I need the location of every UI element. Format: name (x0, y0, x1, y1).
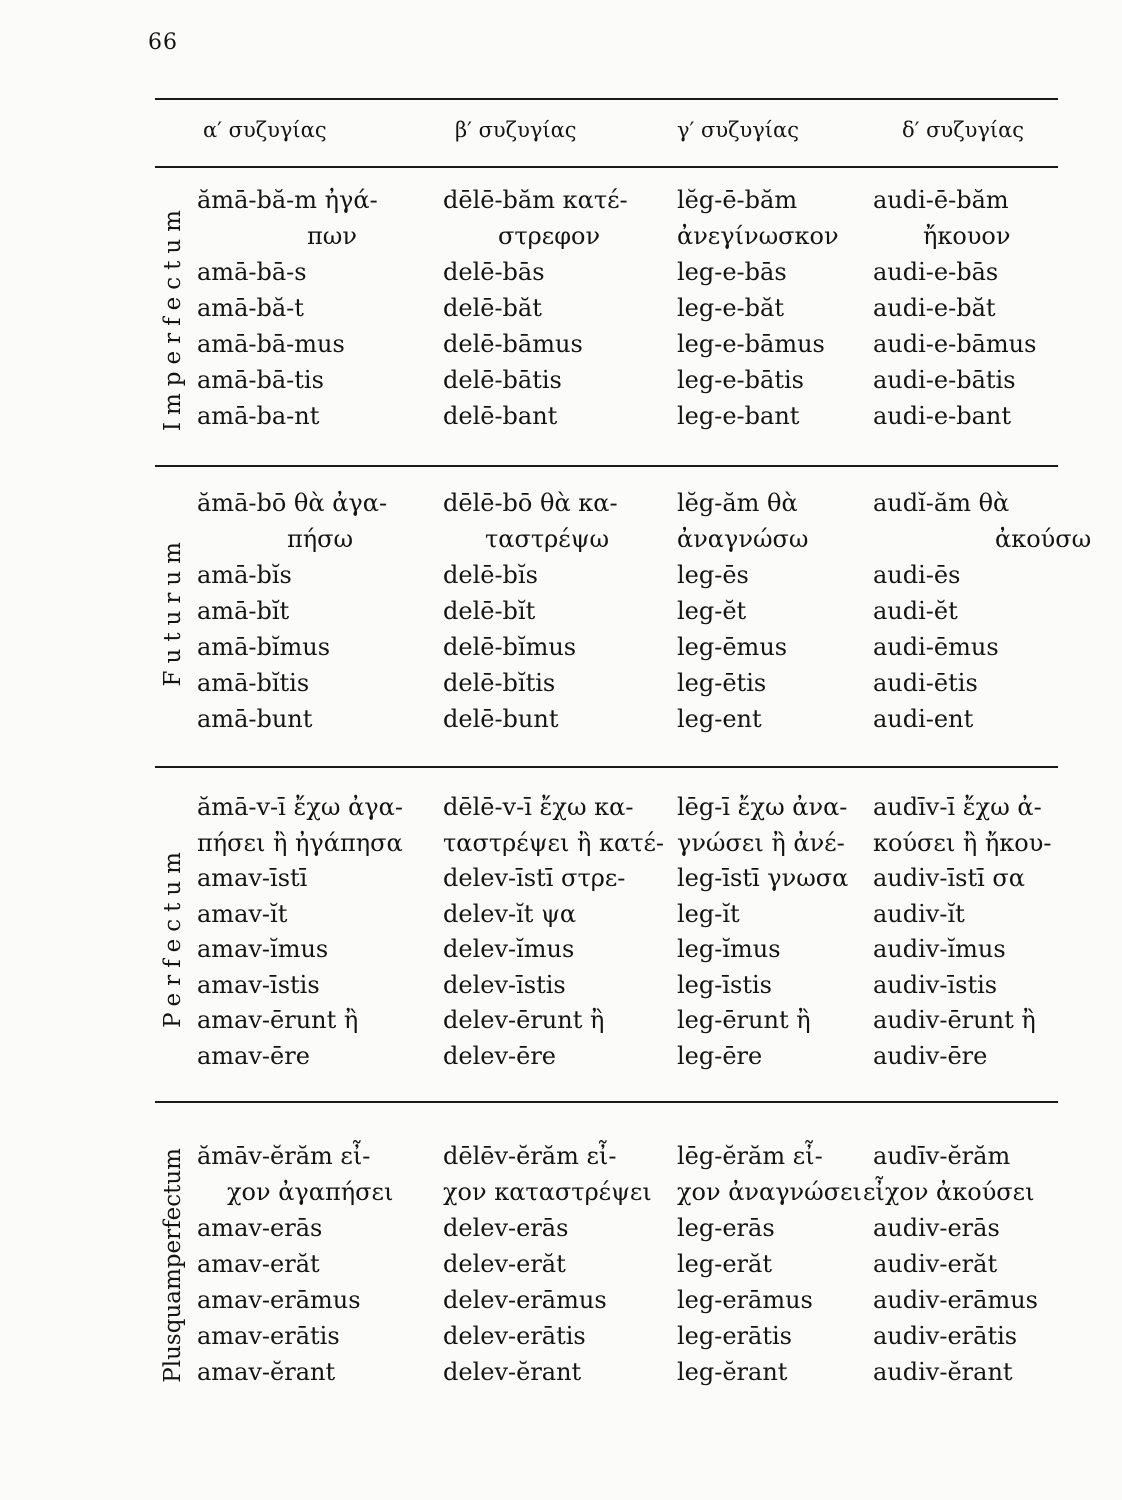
conjugation-cell: lēg-ĕrăm εἶ- (677, 1142, 823, 1170)
conjugation-cell: audi-e-bāmus (873, 330, 1037, 358)
conjugation-cell: dēlē-bō θὰ κα- (443, 489, 618, 517)
conjugation-cell: delē-bunt (443, 705, 559, 733)
conjugation-cell: ămāv-ĕrăm εἶ- (197, 1142, 371, 1170)
conjugation-cell: leg-e-bātis (677, 366, 804, 394)
conjugation-cell: audĭ-ăm θὰ (873, 489, 1010, 517)
conjugation-cell: delē-bātis (443, 366, 562, 394)
conjugation-cell: leg-e-băt (677, 294, 784, 322)
conjugation-cell: delev-īstī στρε- (443, 864, 626, 892)
conjugation-cell: amā-bă-t (197, 294, 304, 322)
conjugation-cell: leg-ent (677, 705, 762, 733)
conjugation-cell: leg-erāmus (677, 1286, 813, 1314)
conjugation-cell: audiv-ērunt ἢ (873, 1006, 1036, 1034)
conjugation-cell: leg-ēs (677, 561, 749, 589)
conjugation-cell: delē-bĭmus (443, 633, 577, 661)
conjugation-cell: ταστρέψει ἢ κατέ- (443, 828, 665, 857)
conjugation-cell: amav-erāmus (197, 1286, 361, 1314)
conjugation-cell: leg-ēre (677, 1041, 763, 1070)
conjugation-cell: audiv-erăt (873, 1250, 998, 1278)
conjugation-cell: amav-erăt (197, 1250, 320, 1278)
conjugation-cell: delē-bāmus (443, 330, 583, 358)
conjugation-cell: delev-erăt (443, 1250, 566, 1278)
section-rule (155, 766, 1058, 768)
conjugation-cell: leg-ērunt ἢ (677, 1006, 811, 1034)
conjugation-cell: audiv-ĭt (873, 899, 965, 928)
conjugation-cell: dēlēv-ĕrăm εἶ- (443, 1142, 617, 1170)
conjugation-cell: delē-bĭs (443, 561, 538, 589)
section-label: Futurum (160, 535, 186, 687)
conjugation-cell: lēg-ī ἔχω ἀνα- (677, 793, 848, 821)
conjugation-cell: leg-ēmus (677, 633, 788, 661)
conjugation-cell: audiv-ĕrant (873, 1358, 1013, 1386)
conjugation-cell: ταστρέψω (485, 525, 610, 553)
conjugation-cell: delev-ēre (443, 1041, 556, 1070)
section-perfectum (155, 791, 1058, 1081)
header-conjugation-2: β′ συζυγίας (455, 118, 577, 142)
conjugation-cell: leg-e-bant (677, 402, 800, 430)
conjugation-cell: dēlē-v-ī ἔχω κα- (443, 793, 634, 821)
conjugation-cell: audi-ēmus (873, 633, 999, 661)
conjugation-cell: audiv-ĭmus (873, 935, 1006, 963)
conjugation-cell: amav-ĭmus (197, 935, 329, 963)
header-conjugation-4: δ′ συζυγίας (902, 118, 1025, 142)
conjugation-cell: amav-erās (197, 1214, 323, 1242)
conjugation-cell: delev-ĭmus (443, 935, 575, 963)
conjugation-cell: leg-īstis (677, 970, 772, 999)
conjugation-cell: εἶχον ἀκούσει (863, 1178, 1035, 1206)
conjugation-cell: κούσει ἢ ἤκου- (873, 828, 1052, 857)
conjugation-cell: amav-ēre (197, 1041, 310, 1070)
conjugation-cell: delev-erās (443, 1214, 569, 1242)
top-rule (155, 98, 1058, 100)
conjugation-cell: ămā-bō θὰ ἀγα- (197, 489, 388, 517)
conjugation-cell: amā-bā-mus (197, 330, 345, 358)
conjugation-cell: χον ἀναγνώσει (677, 1178, 862, 1206)
conjugation-cell: amav-ĭt (197, 899, 288, 928)
conjugation-cell: amav-īstī (197, 864, 308, 892)
conjugation-cell: delev-ērunt ἢ (443, 1006, 605, 1034)
conjugation-cell: audiv-īstī σα (873, 864, 1026, 892)
conjugation-cell: ἀκούσω (995, 525, 1092, 553)
conjugation-cell: amā-bā-tis (197, 366, 324, 394)
conjugation-cell: audiv-erātis (873, 1322, 1018, 1350)
conjugation-cell: ἀναγνώσω (677, 525, 809, 553)
conjugation-cell: audi-ent (873, 705, 974, 733)
conjugation-cell: amav-erātis (197, 1322, 340, 1350)
conjugation-cell: amā-ba-nt (197, 402, 320, 430)
conjugation-cell: delē-bĭt (443, 597, 536, 625)
conjugation-cell: γνώσει ἢ ἀνέ- (677, 828, 845, 857)
header-conjugation-3: γ′ συζυγίας (677, 118, 799, 142)
section-label: Plusquamperfectum (160, 1147, 186, 1383)
conjugation-cell: leg-erās (677, 1214, 775, 1242)
conjugation-cell: delev-īstis (443, 970, 566, 999)
header-conjugation-1: α′ συζυγίας (203, 118, 327, 142)
conjugation-cell: amā-bĭmus (197, 633, 331, 661)
conjugation-cell: audīv-ī ἔχω ἀ- (873, 793, 1042, 821)
conjugation-cell: delē-băt (443, 294, 542, 322)
conjugation-cell: leg-e-bāmus (677, 330, 825, 358)
conjugation-cell: leg-ĭmus (677, 935, 781, 963)
conjugation-cell: amav-īstis (197, 970, 320, 999)
conjugation-cell: amā-bunt (197, 705, 313, 733)
conjugation-cell: delev-ĭt ψα (443, 899, 577, 928)
conjugation-cell: πήσω (287, 525, 354, 553)
conjugation-cell: audiv-īstis (873, 970, 998, 999)
conjugation-cell: audi-e-băt (873, 294, 996, 322)
conjugation-cell: amā-bĭs (197, 561, 292, 589)
section-label: Imperfectum (160, 202, 186, 432)
conjugation-cell: leg-ĭt (677, 899, 740, 928)
conjugation-cell: χον ἀγαπήσει (227, 1178, 394, 1206)
conjugation-cell: amā-bĭtis (197, 669, 310, 697)
conjugation-cell: delē-bant (443, 402, 558, 430)
conjugation-cell: ἤκουον (923, 222, 1011, 250)
section-imperfectum (155, 182, 1058, 452)
conjugation-cell: audi-e-bātis (873, 366, 1016, 394)
conjugation-cell: ἀνεγίνωσκον (677, 222, 839, 250)
conjugation-cell: amā-bĭt (197, 597, 290, 625)
conjugation-cell: audiv-ēre (873, 1041, 988, 1070)
section-plusquamperfectum (155, 1140, 1058, 1390)
conjugation-cell: audi-ēs (873, 561, 961, 589)
conjugation-cell: dēlē-băm κατέ- (443, 186, 628, 214)
conjugation-cell: delev-erātis (443, 1322, 586, 1350)
conjugation-cell: lĕg-ē-băm (677, 186, 798, 214)
conjugation-cell: amav-ĕrant (197, 1358, 336, 1386)
conjugation-cell: leg-īstī γνωσα (677, 864, 849, 892)
section-rule (155, 465, 1058, 467)
conjugation-cell: πων (307, 222, 357, 250)
column-headers (155, 118, 1058, 148)
conjugation-cell: audi-e-bās (873, 258, 999, 286)
conjugation-cell: leg-erăt (677, 1250, 772, 1278)
conjugation-cell: lĕg-ăm θὰ (677, 489, 798, 517)
conjugation-cell: ămā-bă-m ἠγά- (197, 186, 378, 214)
conjugation-cell: audiv-erās (873, 1214, 1000, 1242)
page-number: 66 (148, 30, 178, 55)
conjugation-cell: audi-ē-băm (873, 186, 1009, 214)
conjugation-cell: leg-ĕt (677, 597, 747, 625)
conjugation-cell: audi-ētis (873, 669, 978, 697)
conjugation-cell: leg-e-bās (677, 258, 787, 286)
conjugation-cell: delev-ĕrant (443, 1358, 582, 1386)
conjugation-cell: πήσει ἢ ἠγάπησα (197, 828, 403, 857)
conjugation-cell: amā-bā-s (197, 258, 307, 286)
conjugation-cell: audi-ĕt (873, 597, 958, 625)
conjugation-cell: στρεφον (498, 222, 601, 250)
header-rule (155, 166, 1058, 168)
section-rule (155, 1101, 1058, 1103)
conjugation-cell: audiv-erāmus (873, 1286, 1038, 1314)
section-label: Perfectum (160, 844, 186, 1028)
conjugation-cell: audi-e-bant (873, 402, 1011, 430)
conjugation-cell: delē-bās (443, 258, 545, 286)
conjugation-cell: audīv-ĕrăm (873, 1142, 1011, 1170)
conjugation-cell: delev-erāmus (443, 1286, 607, 1314)
conjugation-cell: leg-erātis (677, 1322, 792, 1350)
conjugation-cell: delē-bĭtis (443, 669, 556, 697)
conjugation-cell: leg-ĕrant (677, 1358, 788, 1386)
conjugation-cell: χον καταστρέψει (443, 1178, 652, 1206)
section-futurum (155, 487, 1092, 735)
conjugation-cell: ămā-v-ī ἔχω ἀγα- (197, 793, 403, 821)
conjugation-cell: leg-ētis (677, 669, 767, 697)
conjugation-cell: amav-ērunt ἢ (197, 1006, 359, 1034)
